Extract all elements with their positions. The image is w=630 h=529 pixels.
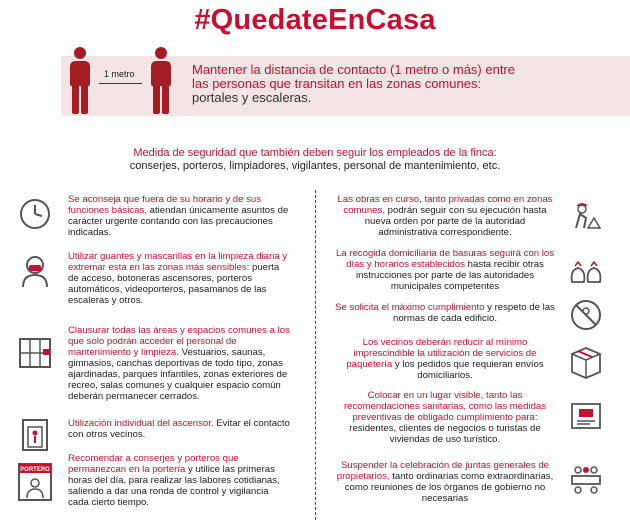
- left-item-4: Utilización individual del ascensor. Evitar el contacto con otros vecinos.: [68, 418, 290, 440]
- subtitle-lead: Medida de seguridad que también deben seguir los empleados de la finca:: [133, 147, 497, 159]
- right-item-1: Las obras en curso, tanto privadas como en zonas comunes, podrán seguir con su ejecución hasta nueva orden por parte de la autoridad administrativa correspondiente.: [337, 194, 553, 238]
- left-item-1: Se aconseja que fuera de su horario y de sus funciones básicas, atiendan únicamente asuntos de carácter urgente contando con las precauciones indicadas.: [68, 194, 289, 238]
- clock-icon: [17, 196, 53, 232]
- right-item-5: Colocar en un lugar visible, tanto las recomendaciones sanitarias, como las medidas preventivas de obligado cumplimiento para: residentes, clientes de negocios o turistas de viviendas de uso turístico.: [343, 390, 547, 445]
- page-title: #QuedateEnCasa: [194, 4, 436, 36]
- banner-line-3: portales y escaleras.: [192, 90, 312, 105]
- distance-label: 1 metro: [104, 69, 135, 79]
- column-divider: [315, 190, 316, 520]
- left-item-2: Utilizar guantes y mascarillas en la limpieza diaria y extremar esta en las zonas más sensibles: puerta de acceso, botoneras ascensores, porteros automáticos, videoporteros, pasamanos de las escaleras y otros.: [68, 251, 288, 306]
- left-item-5: Recomendar a conserjes y porteros que permanezcan en la portería y utilice las primeras horas del día, para realizar las labores cotidianas, saliendo a dar una ronda de control y vigilancia cada cierto tiempo.: [68, 453, 280, 508]
- package-box-icon: [568, 344, 604, 380]
- banner-line-1: Mantener la distancia de contacto (1 metro o más) entre: [192, 62, 515, 77]
- garbage-bags-icon: [568, 252, 604, 288]
- right-item-4: Los vecinos deberán reducir al mínimo imprescindible la utilización de servicios de paquetería y los pedidos que requieran envíos domiciliarios.: [346, 337, 544, 381]
- banner-text: [192, 63, 622, 105]
- meeting-icon: [566, 460, 606, 500]
- elevator-icon: [17, 417, 53, 453]
- svg-text:PORTERO: PORTERO: [20, 467, 50, 473]
- construction-worker-icon: [568, 196, 604, 232]
- masked-person-icon: [17, 253, 53, 289]
- left-item-3: Clausurar todas las áreas y espacios comunes a los que solo podrán acceder el personal de mantenimiento y limpieza. Vestuarios, saunas, gimnasios, canchas deportivas de todo tipo, zonas ajardinadas, parques infantiles, zonas exteriores de recreo, salas comunes y cualquier espacio común deberán permanecer cerrados.: [68, 325, 290, 402]
- distance-line: [99, 83, 142, 84]
- banner-line-2: las personas que transitan en las zonas comunes:: [192, 76, 482, 91]
- subtitle: [100, 147, 530, 173]
- closed-gate-icon: [17, 335, 53, 371]
- right-item-3: Se solicita el máximo cumplimiento y respeto de las normas de cada edificio.: [335, 302, 555, 324]
- notice-board-icon: [568, 398, 604, 434]
- no-entry-icon: [568, 297, 604, 333]
- porter-booth-icon: [17, 462, 53, 502]
- subtitle-rest: conserjes, porteros, limpiadores, vigilantes, personal de mantenimiento, etc.: [129, 160, 501, 172]
- right-item-2: La recogida domiciliaria de basuras seguirá con los días y horarios establecidos hasta recibir otras instrucciones por parte de las autoridades municipales competentes: [335, 248, 555, 292]
- right-item-6: Suspender la celebración de juntas generales de propietarios, tanto ordinarias como extraordinarias, como reuniones de los órganos de gobierno no necesarias: [336, 460, 554, 504]
